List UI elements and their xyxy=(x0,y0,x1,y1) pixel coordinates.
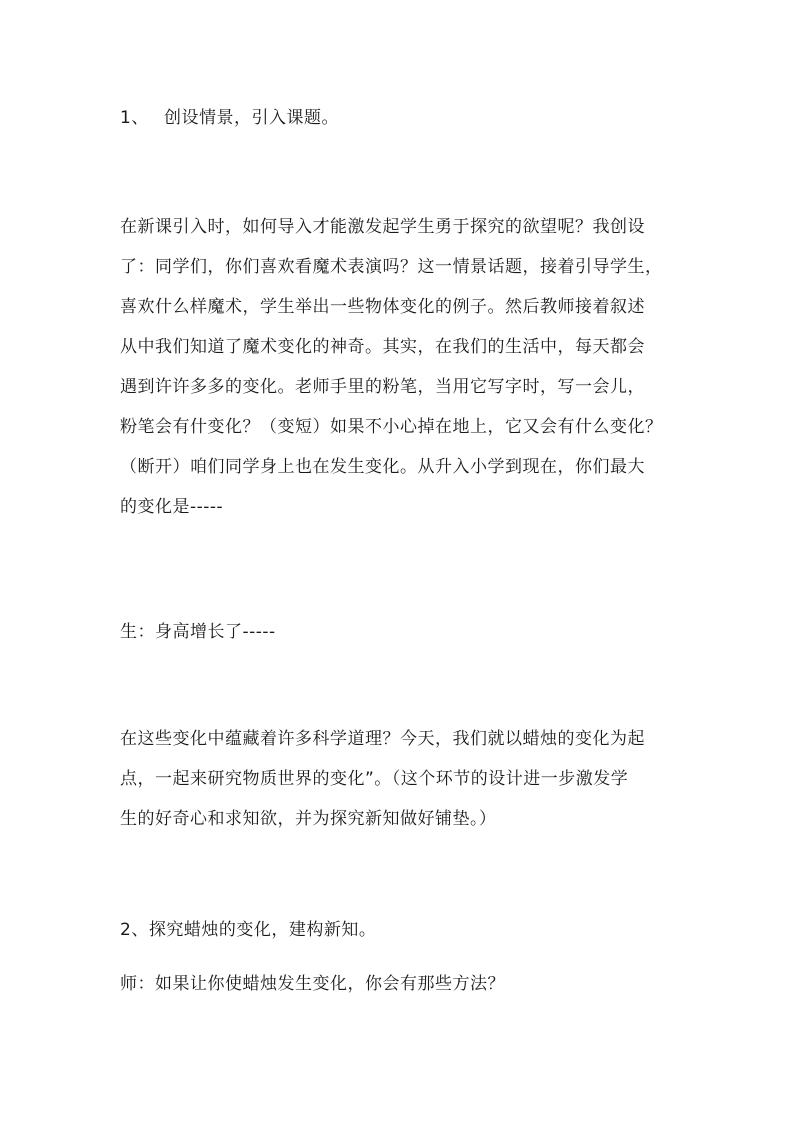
paragraph-2-line: 在这些变化中蕴藏着许多科学道理？今天，我们就以蜡烛的变化为起 xyxy=(120,729,645,749)
section-1-title: 创设情景，引入课题。 xyxy=(164,108,339,128)
paragraph-1-line: 从中我们知道了魔术变化的神奇。其实，在我们的生活中，每天都会 xyxy=(120,337,645,357)
paragraph-1-line: 粉笔会有什变化？（变短）如果不小心掉在地上，它又会有什么变化？ xyxy=(120,417,663,437)
section-1-number: 1、 xyxy=(120,108,149,128)
paragraph-1-line: 的变化是----- xyxy=(120,497,224,517)
section-1-heading xyxy=(120,106,680,130)
teacher-question: 师：如果让你使蜡烛发生变化，你会有那些方法？ xyxy=(120,974,505,994)
paragraph-2-line: 点，一起来研究物质世界的变化”。（这个环节的设计进一步激发学 xyxy=(120,769,629,789)
paragraph-1-line: 在新课引入时，如何导入才能激发起学生勇于探究的欲望呢？我创设 xyxy=(120,217,645,237)
paragraph-1-line: 喜欢什么样魔术，学生举出一些物体变化的例子。然后教师接着叙述 xyxy=(120,297,645,317)
paragraph-1-line: 遇到许许多多的变化。老师手里的粉笔，当用它写字时，写一会儿， xyxy=(120,377,645,397)
paragraph-1-line: （断开）咱们同学身上也在发生变化。从升入小学到现在，你们最大 xyxy=(120,457,645,477)
paragraph-2-line: 生的好奇心和求知欲，并为探究新知做好铺垫。） xyxy=(120,809,497,829)
paragraph-1-line: 了：同学们，你们喜欢看魔术表演吗？这一情景话题，接着引导学生， xyxy=(120,257,663,277)
section-2-heading: 2、探究蜡烛的变化，建构新知。 xyxy=(120,920,377,940)
student-reply: 生：身高增长了----- xyxy=(120,622,276,642)
